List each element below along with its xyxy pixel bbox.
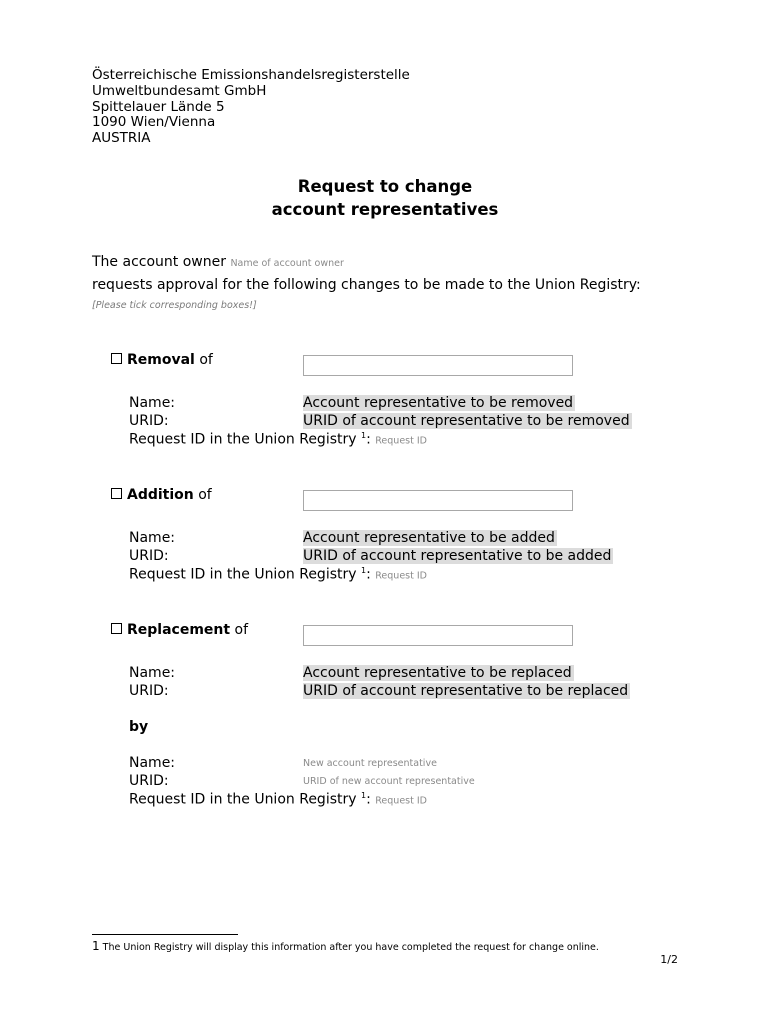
removal-request-id-field[interactable]: Request ID (375, 435, 427, 447)
colon: : (366, 431, 371, 448)
addition-urid-label: URID: (129, 548, 169, 564)
page-number: 1/2 (660, 953, 678, 966)
replacement-request-id-line (129, 791, 427, 808)
footnote-number: 1 (92, 939, 100, 953)
colon: : (366, 566, 371, 583)
replacement-checkbox[interactable] (111, 623, 122, 634)
replacement-urid-field[interactable]: URID of account representative to be replaced (303, 683, 629, 699)
new-urid-label: URID: (129, 773, 169, 789)
removal-name-label: Name: (129, 395, 176, 411)
footnote-divider (92, 934, 238, 935)
addition-of: of (198, 487, 212, 503)
removal-label: Removal (127, 352, 195, 368)
addition-input[interactable] (303, 490, 573, 511)
colon: : (366, 791, 371, 808)
address-line-1: Österreichische Emissionshandelsregisterstelle (92, 67, 410, 83)
replacement-label: Replacement (127, 622, 231, 638)
new-urid-field[interactable]: URID of new account representative (303, 776, 475, 787)
footnote-ref: 1 (360, 431, 367, 440)
page-title-line-1: Request to change (297, 177, 473, 196)
removal-checkbox[interactable] (111, 353, 122, 364)
address-line-5: AUSTRIA (92, 130, 151, 146)
footnote-ref: 1 (360, 566, 367, 575)
replacement-request-id-label: Request ID in the Union Registry (129, 791, 357, 808)
addition-checkbox[interactable] (111, 488, 122, 499)
footnote (92, 939, 599, 953)
removal-of: of (199, 352, 213, 368)
removal-request-id-line (129, 431, 427, 448)
account-owner-field[interactable]: Name of account owner (230, 258, 344, 269)
addition-label: Addition (127, 487, 194, 503)
removal-urid-label: URID: (129, 413, 169, 429)
addition-heading (111, 487, 212, 503)
by-label: by (129, 719, 149, 735)
addition-urid-field[interactable]: URID of account representative to be added (303, 548, 612, 564)
tick-hint: [Please tick corresponding boxes!] (92, 300, 257, 311)
addition-name-label: Name: (129, 530, 176, 546)
addition-name-field[interactable]: Account representative to be added (303, 530, 555, 546)
request-text: requests approval for the following changes to be made to the Union Registry: (92, 277, 641, 293)
replacement-name-field[interactable]: Account representative to be replaced (303, 665, 572, 681)
removal-urid-field[interactable]: URID of account representative to be removed (303, 413, 630, 429)
replacement-urid-label: URID: (129, 683, 169, 699)
address-line-3: Spittelauer Lände 5 (92, 99, 225, 115)
addition-request-id-label: Request ID in the Union Registry (129, 566, 357, 583)
removal-request-id-label: Request ID in the Union Registry (129, 431, 357, 448)
account-owner-label: The account owner (92, 254, 226, 270)
replacement-heading (111, 622, 248, 638)
replacement-request-id-field[interactable]: Request ID (375, 795, 427, 807)
replacement-of: of (234, 622, 249, 638)
addition-request-id-line (129, 566, 427, 583)
replacement-input[interactable] (303, 625, 573, 646)
footnote-text: The Union Registry will display this information after you have completed the request for change online. (102, 942, 599, 953)
addition-request-id-field[interactable]: Request ID (375, 570, 427, 582)
address-line-2: Umweltbundesamt GmbH (92, 83, 267, 99)
address-line-4: 1090 Wien/Vienna (92, 114, 216, 130)
removal-input[interactable] (303, 355, 573, 376)
new-name-label: Name: (129, 755, 176, 771)
page-title-line-2: account representatives (271, 200, 499, 219)
account-owner-line (92, 254, 344, 270)
removal-heading (111, 352, 213, 368)
footnote-ref: 1 (360, 791, 367, 800)
new-name-field[interactable]: New account representative (303, 758, 437, 769)
replacement-name-label: Name: (129, 665, 176, 681)
removal-name-field[interactable]: Account representative to be removed (303, 395, 574, 411)
